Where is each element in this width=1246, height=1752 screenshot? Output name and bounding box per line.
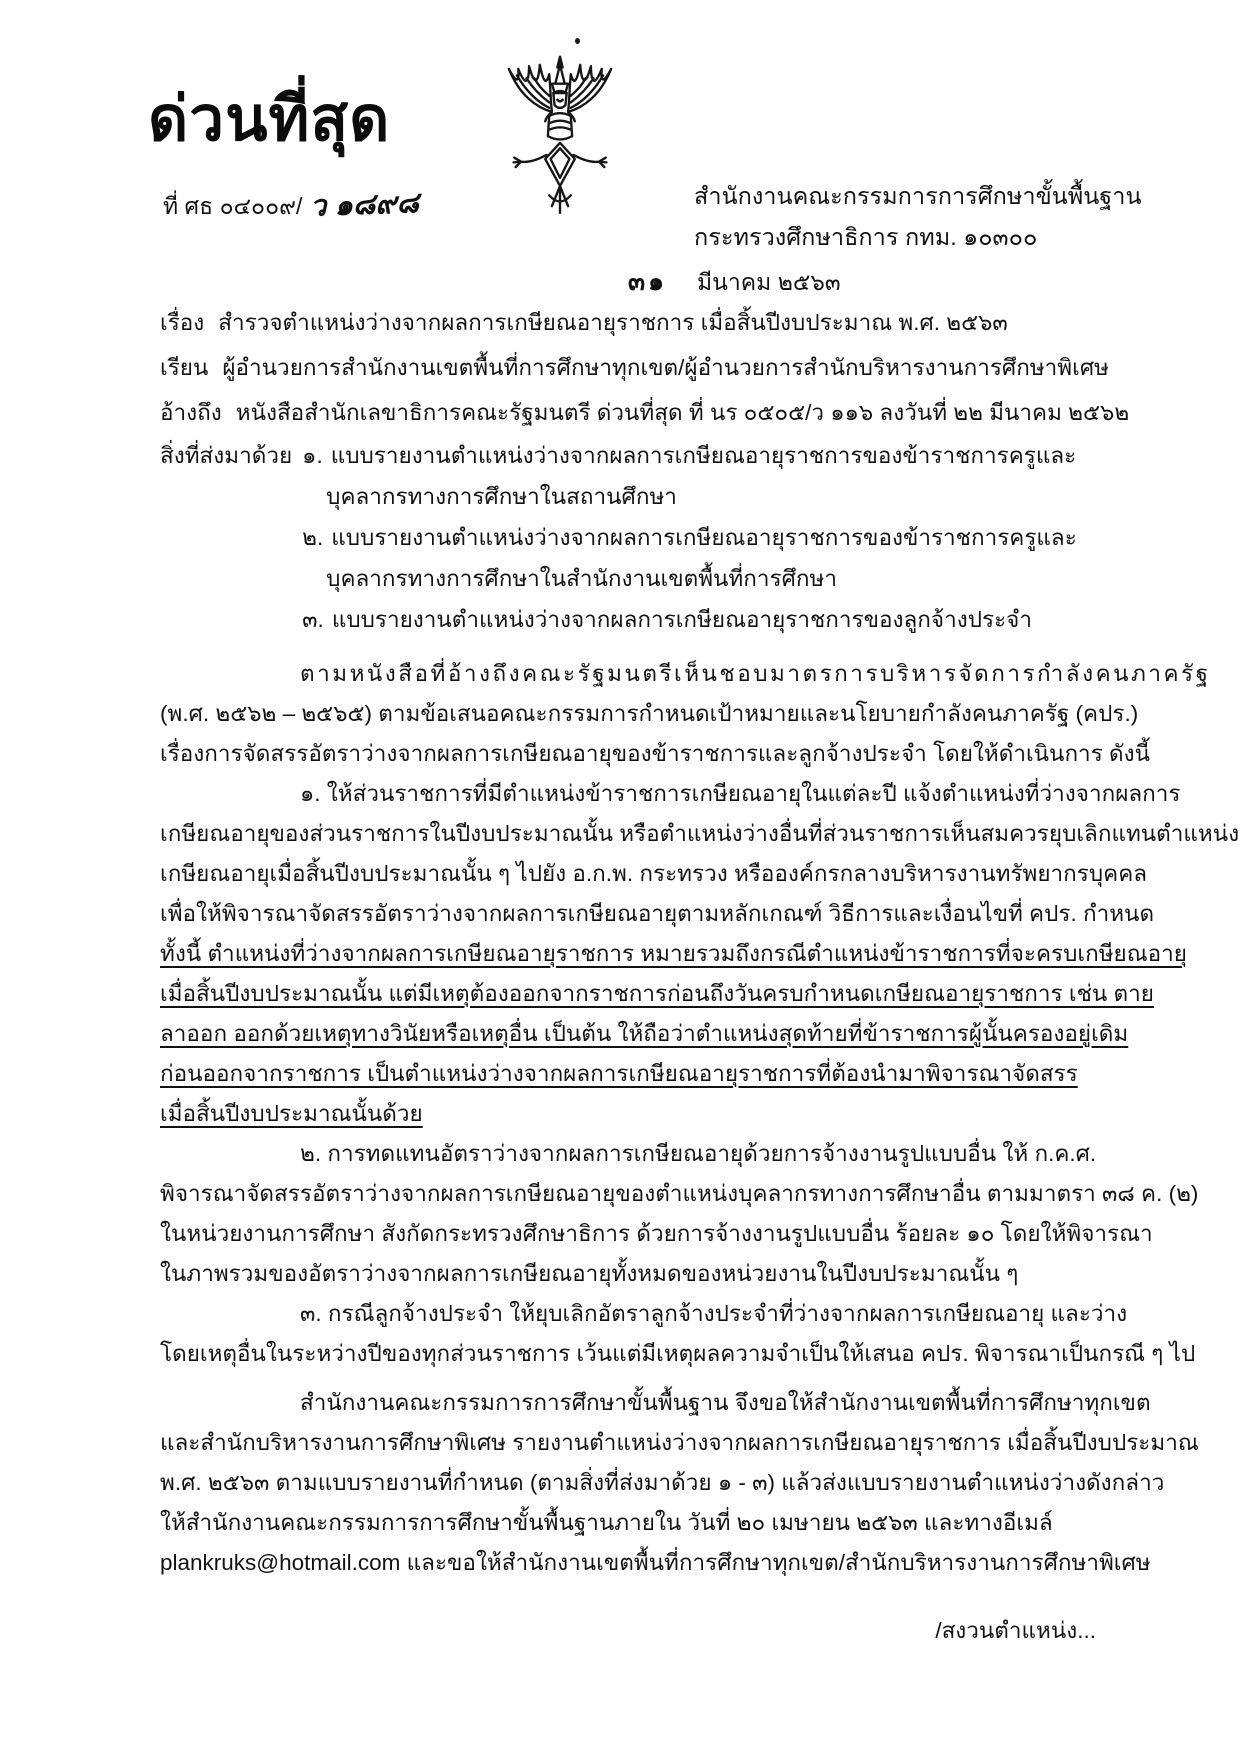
body-line: ก่อนออกจากราชการ เป็นตำแหน่งว่างจากผลการเกษียณอายุราชการที่ต้องนำมาพิจารณาจัดสรร — [160, 1061, 1078, 1086]
body-line: และสำนักบริหารงานการศึกษาพิเศษ รายงานตำแหน่งว่างจากผลการเกษียณอายุราชการ เมื่อสิ้นปีงบประมาณ — [160, 1430, 1199, 1455]
enclosure-item — [302, 435, 1077, 476]
date-day-stamp: ๓๑ — [628, 268, 667, 296]
body-line: เพื่อให้พิจารณาจัดสรรอัตราว่างจากผลการเกษียณอายุตามหลักเกณฑ์ วิธีการและเงื่อนไขที่ คปร. กำหนด — [160, 901, 1155, 926]
reference-label: อ้างถึง — [160, 400, 222, 425]
org-address — [694, 176, 1142, 258]
recipient-text: ผู้อำนวยการสำนักงานเขตพื้นที่การศึกษาทุกเขต/ผู้อำนวยการสำนักบริหารงานการศึกษาพิเศษ — [222, 355, 1109, 380]
body-line: เกษียณอายุของส่วนราชการในปีงบประมาณนั้น หรือตำแหน่งว่างอื่นที่ส่วนราชการเห็นสมควรยุบเลิกแทนตำแหน่ง — [160, 821, 1240, 846]
recipient-row — [160, 345, 1109, 390]
reference-row — [160, 390, 1130, 435]
subject-label: เรื่อง — [160, 310, 205, 335]
enclosure-text: แบบรายงานตำแหน่งว่างจากผลการเกษียณอายุราชการของลูกจ้างประจำ — [331, 607, 1032, 632]
enclosure-number: ๓. — [302, 607, 324, 632]
body-line: ทั้งนี้ ตำแหน่งที่ว่างจากผลการเกษียณอายุราชการ หมายรวมถึงกรณีตำแหน่งข้าราชการที่จะครบเกษียณอายุ — [160, 941, 1187, 966]
subject-row — [160, 300, 1106, 345]
enclosure-text: แบบรายงานตำแหน่งว่างจากผลการเกษียณอายุราชการของข้าราชการครูและ — [331, 525, 1077, 550]
body-line: ๑. ให้ส่วนราชการที่มีตำแหน่งข้าราชการเกษียณอายุในแต่ละปี แจ้งตำแหน่งที่ว่างจากผลการ — [300, 781, 1181, 806]
body-line: ๒. การทดแทนอัตราว่างจากผลการเกษียณอายุด้วยการจ้างงานรูปแบบอื่น ให้ ก.ค.ศ. — [300, 1141, 1097, 1166]
scan-artifact-dot — [575, 38, 580, 44]
body-line: สำนักงานคณะกรรมการการศึกษาขั้นพื้นฐาน จึงขอให้สำนักงานเขตพื้นที่การศึกษาทุกเขต — [300, 1390, 1151, 1415]
body-line: plankruks@hotmail.com และขอให้สำนักงานเขตพื้นที่การศึกษาทุกเขต/สำนักบริหารงานการศึกษาพิเศษ — [160, 1550, 1151, 1575]
doc-number-handwritten: ว ๑๘๙๘ — [309, 187, 420, 223]
body-line: พิจารณาจัดสรรอัตราว่างจากผลการเกษียณอายุของตำแหน่งบุคลากรทางการศึกษาอื่น ตามมาตรา ๓๘ ค. (๒) — [160, 1181, 1199, 1206]
body-line: ในหน่วยงานการศึกษา สังกัดกระทรวงศึกษาธิการ ด้วยการจ้างงานรูปแบบอื่น ร้อยละ ๑๐ โดยให้พิจารณา — [160, 1221, 1153, 1246]
letter-content — [160, 300, 1240, 1583]
enclosure-row — [160, 435, 1106, 640]
body-line: ลาออก ออกด้วยเหตุทางวินัยหรือเหตุอื่น เป็นต้น ให้ถือว่าตำแหน่งสุดท้ายที่ข้าราชการผู้นั้นครองอยู่เดิม — [160, 1021, 1129, 1046]
date-month-year: มีนาคม ๒๕๖๓ — [696, 269, 841, 295]
body-line: เกษียณอายุเมื่อสิ้นปีงบประมาณนั้น ๆ ไปยัง อ.ก.พ. กระทรวง หรือองค์กรกลางบริหารงานทรัพยากรบุคคล — [160, 861, 1148, 886]
body-line: เมื่อสิ้นปีงบประมาณนั้นด้วย — [160, 1101, 423, 1126]
org-ministry: กระทรวงศึกษาธิการ กทม. ๑๐๓๐๐ — [694, 224, 1038, 250]
doc-number-printed: ที่ ศธ ๐๔๐๐๙/ — [163, 193, 303, 219]
enclosure-label: สิ่งที่ส่งมาด้วย — [160, 443, 293, 468]
enclosure-item-continuation: บุคลากรทางการศึกษาในสถานศึกษา — [326, 484, 677, 509]
enclosure-number: ๑. — [302, 443, 323, 468]
body-line: ในภาพรวมของอัตราว่างจากผลการเกษียณอายุทั้งหมดของหน่วยงานในปีงบประมาณนั้น ๆ — [160, 1261, 1019, 1286]
body-line: เรื่องการจัดสรรอัตราว่างจากผลการเกษียณอายุของข้าราชการและลูกจ้างประจำ โดยให้ดำเนินการ ดังนี้ — [160, 741, 1151, 766]
subject-text: สำรวจตำแหน่งว่างจากผลการเกษียณอายุราชการ เมื่อสิ้นปีงบประมาณ พ.ศ. ๒๕๖๓ — [218, 310, 1008, 335]
doc-number — [163, 181, 419, 227]
garuda-emblem-icon — [492, 54, 628, 234]
body-line: เมื่อสิ้นปีงบประมาณนั้น แต่มีเหตุต้องออกจากราชการก่อนถึงวันครบกำหนดเกษียณอายุราชการ เช่น ตาย — [160, 981, 1154, 1006]
urgency-stamp: ด่วนที่สุด — [148, 85, 391, 154]
body-line: โดยเหตุอื่นในระหว่างปีของทุกส่วนราชการ เว้นแต่มีเหตุผลความจำเป็นให้เสนอ คปร. พิจารณาเป็นกรณี ๆ ไป — [160, 1341, 1196, 1366]
continuation-note: /สงวนตำแหน่ง... — [935, 1618, 1096, 1643]
date-line — [628, 262, 841, 302]
enclosure-number: ๒. — [302, 525, 324, 550]
enclosure-item-continuation: บุคลากรทางการศึกษาในสำนักงานเขตพื้นที่การศึกษา — [326, 566, 837, 591]
reference-text: หนังสือสำนักเลขาธิการคณะรัฐมนตรี ด่วนที่สุด ที่ นร ๐๕๐๕/ว ๑๑๖ ลงวันที่ ๒๒ มีนาคม ๒๕๖๒ — [235, 400, 1130, 425]
body-line: ให้สำนักงานคณะกรรมการการศึกษาขั้นพื้นฐานภายใน วันที่ ๒๐ เมษายน ๒๕๖๓ และทางอีเมล์ — [160, 1510, 1053, 1535]
enclosure-item — [302, 517, 1077, 558]
enclosure-item — [302, 599, 1077, 640]
org-name: สำนักงานคณะกรรมการการศึกษาขั้นพื้นฐาน — [694, 183, 1142, 209]
body-lines — [160, 654, 1240, 1583]
body-line: ตามหนังสือที่อ้างถึงคณะรัฐมนตรีเห็นชอบมาตรการบริหารจัดการกำลังคนภาครัฐ — [300, 661, 1211, 686]
body-line: (พ.ศ. ๒๕๖๒ – ๒๕๖๕) ตามข้อเสนอคณะกรรมการกำหนดเป้าหมายและนโยบายกำลังคนภาครัฐ (คปร.) — [160, 701, 1139, 726]
body-line: ๓. กรณีลูกจ้างประจำ ให้ยุบเลิกอัตราลูกจ้างประจำที่ว่างจากผลการเกษียณอายุ และว่าง — [300, 1301, 1128, 1326]
enclosure-list — [302, 435, 1077, 640]
body-line: พ.ศ. ๒๕๖๓ ตามแบบรายงานที่กำหนด (ตามสิ่งที่ส่งมาด้วย ๑ - ๓) แล้วส่งแบบรายงานตำแหน่งว่างดังกล่าว — [160, 1470, 1165, 1495]
recipient-label: เรียน — [160, 355, 209, 380]
enclosure-text: แบบรายงานตำแหน่งว่างจากผลการเกษียณอายุราชการของข้าราชการครูและ — [330, 443, 1077, 468]
